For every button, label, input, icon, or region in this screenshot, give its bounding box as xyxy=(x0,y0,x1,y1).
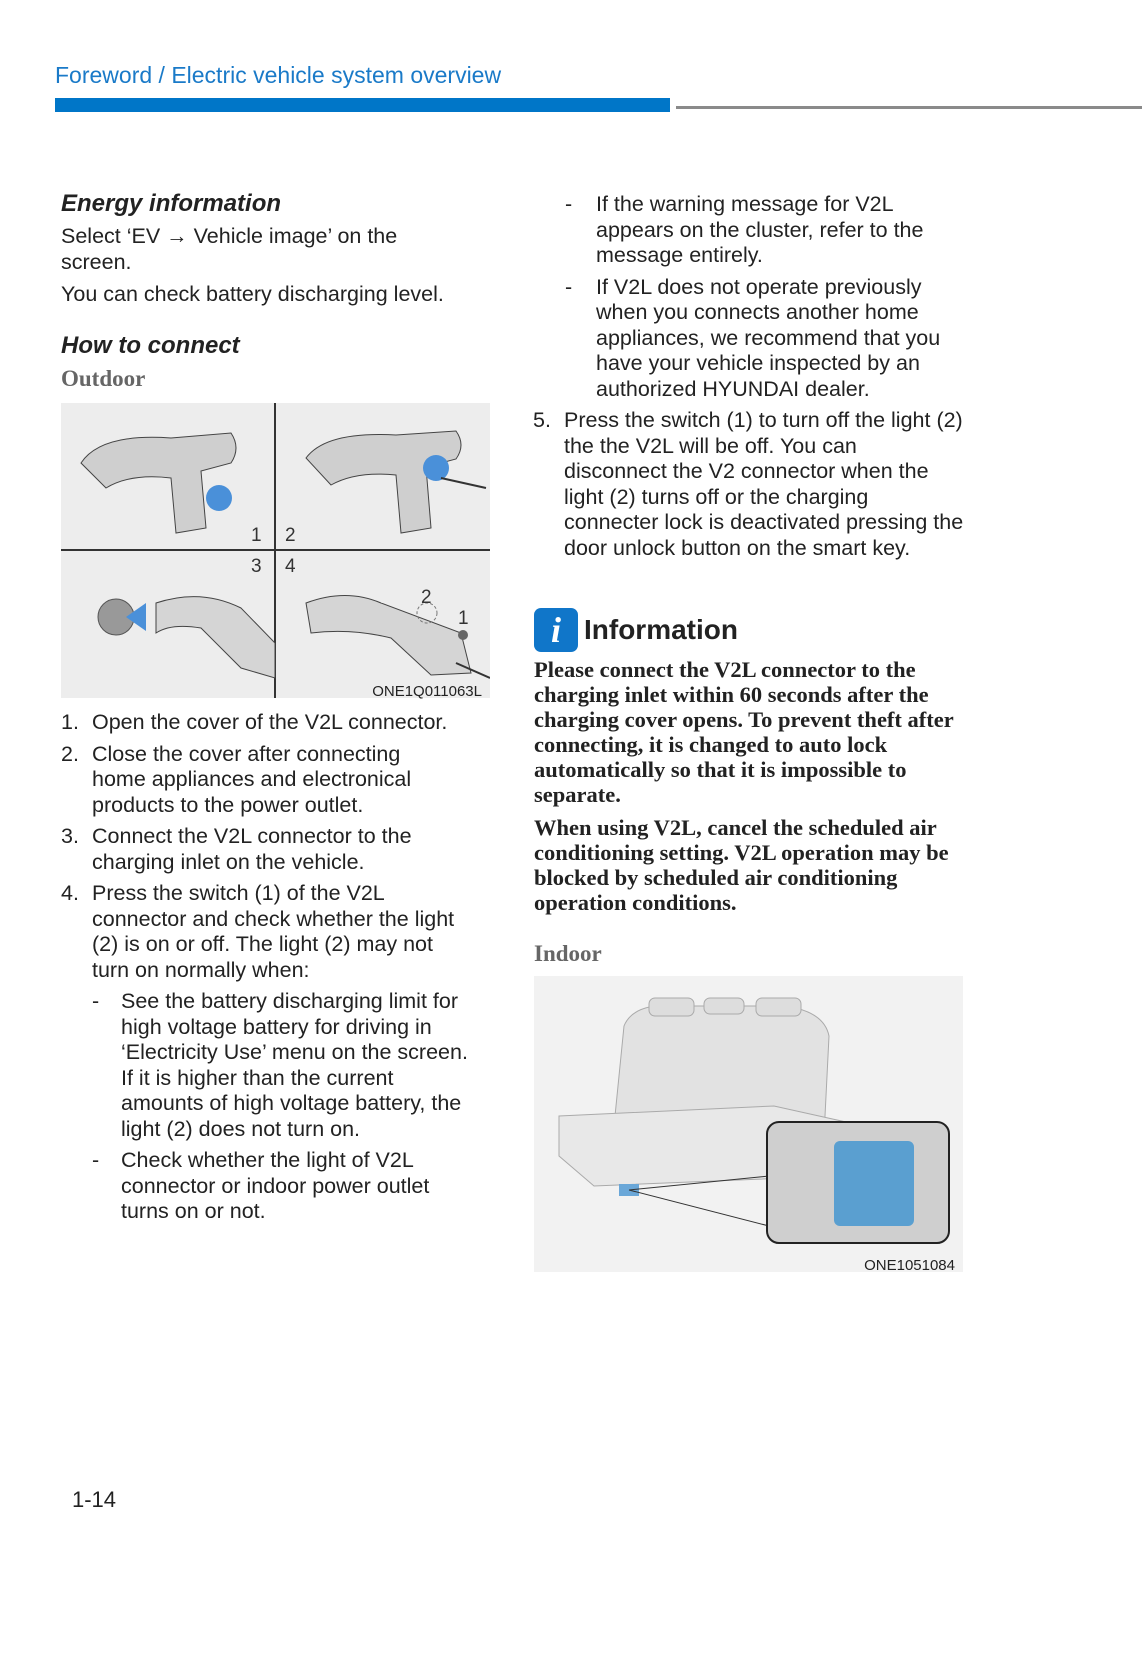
energy-info-heading: Energy information xyxy=(61,190,282,217)
left-column xyxy=(61,190,491,392)
information-text: Please connect the V2L connector to the charging inlet within 60 seconds after the charging cover opens. To prevent theft after connecting, it is changed to auto lock automatically so that it is impossible to separate. xyxy=(534,657,954,807)
header-accent-bar xyxy=(55,98,670,112)
information-text-2: When using V2L, cancel the scheduled air conditioning setting. V2L operation may be blocked by scheduled air conditioning operation conditions. xyxy=(534,815,949,915)
list-item: 1. Open the cover of the V2L connector. xyxy=(61,710,448,734)
header-divider xyxy=(676,106,1142,109)
figure-code: ONE1051084 xyxy=(864,1257,955,1274)
callout-switch: 1 xyxy=(458,608,469,629)
list-item: 4. Press the switch (1) of the V2L connector and check whether the light (2) is on or off. The light (2) may not turn on normally when: xyxy=(61,881,455,982)
outdoor-connector-figure xyxy=(61,403,490,698)
energy-info-text-2: You can check battery discharging level. xyxy=(61,282,444,306)
outdoor-heading: Outdoor xyxy=(61,365,146,391)
sub-list-item: - Check whether the light of V2L connector or indoor power outlet turns on or not. xyxy=(92,1148,430,1223)
breadcrumb: Foreword / Electric vehicle system overview xyxy=(55,62,502,88)
rear-seat-illustration xyxy=(534,976,963,1272)
connector-illustration xyxy=(61,403,490,698)
panel-label-2: 2 xyxy=(285,525,296,546)
steps-list xyxy=(61,710,486,1231)
indoor-outlet-figure xyxy=(534,976,963,1272)
information-title: Information xyxy=(584,614,738,645)
panel-label-1: 1 xyxy=(251,525,262,546)
page-number: 1-14 xyxy=(72,1487,117,1512)
right-column xyxy=(533,192,973,567)
indoor-heading: Indoor xyxy=(534,941,602,966)
list-item: 3. Connect the V2L connector to the charging inlet on the vehicle. xyxy=(61,824,412,874)
how-to-connect-heading: How to connect xyxy=(61,331,240,359)
figure-code: ONE1Q011063L xyxy=(372,683,482,700)
information-box xyxy=(534,657,962,923)
sub-list-item: - See the battery discharging limit for high voltage battery for driving in ‘Electricity Use’ menu on the screen. If it is higher than the current amounts of high voltage battery, the light (2) does not turn on. xyxy=(92,989,468,1141)
list-item: 5. Press the switch (1) to turn off the light (2) the the V2L will be off. You can disconnect the V2 connector when the light (2) turns off or the charging connecter lock is deactivated pressing the door unlock button on the smart key. xyxy=(533,408,964,560)
sub-list-item: - If the warning message for V2L appears on the cluster, refer to the message entirely. xyxy=(565,192,924,267)
list-item: 2. Close the cover after connecting home appliances and electronical products to the power outlet. xyxy=(61,741,412,817)
info-icon: i xyxy=(534,608,578,652)
panel-label-3: 3 xyxy=(251,556,262,577)
information-header xyxy=(534,608,738,652)
callout-light: 2 xyxy=(421,587,432,608)
panel-label-4: 4 xyxy=(285,556,296,577)
sub-list-item: - If V2L does not operate previously when you connects another home appliances, we recommend that you have your vehicle inspected by an authorized HYUNDAI dealer. xyxy=(565,274,941,401)
energy-info-text: Select ‘EV → Vehicle image’ on the screen. xyxy=(61,224,398,274)
